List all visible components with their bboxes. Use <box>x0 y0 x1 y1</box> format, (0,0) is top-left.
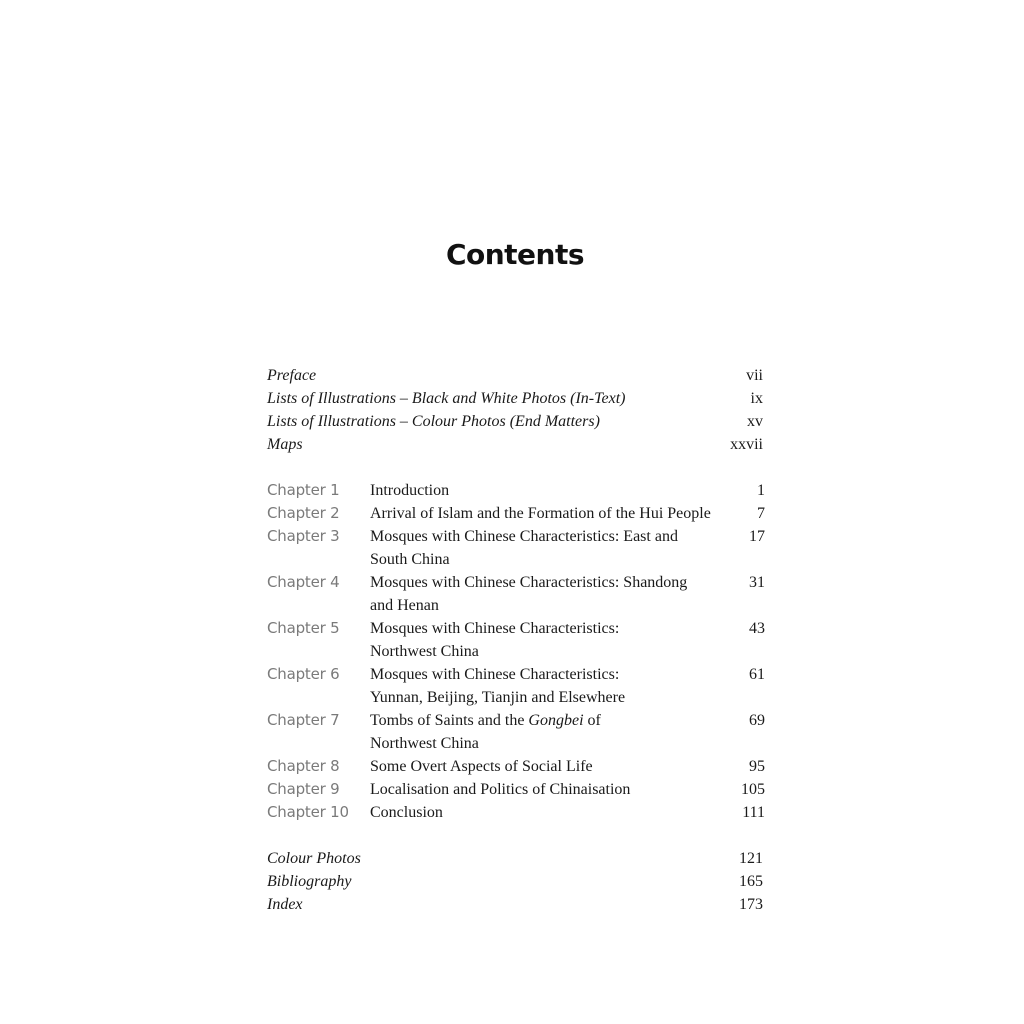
entry-page-number: 7 <box>757 505 765 522</box>
chapter-label: Chapter 5 <box>267 619 340 637</box>
entry-title: Colour Photos <box>267 850 361 867</box>
entry-page-number: xxvii <box>730 436 763 453</box>
chapter-label: Chapter 9 <box>267 780 340 798</box>
entry-page-number: ix <box>750 390 763 407</box>
toc-entry-colour-illustrations[interactable] <box>267 410 763 433</box>
entry-page-number: 17 <box>749 528 765 545</box>
chapter-label: Chapter 8 <box>267 757 340 775</box>
entry-page-number: 173 <box>739 896 763 913</box>
toc-entry-chapter-6[interactable] <box>267 663 763 709</box>
entry-page-number: vii <box>746 367 763 384</box>
table-of-contents <box>267 364 763 916</box>
entry-title: Lists of Illustrations – Black and White Photos (In-Text) <box>267 390 626 407</box>
chapter-label: Chapter 1 <box>267 481 340 499</box>
chapter-title: Introduction <box>370 482 450 499</box>
chapter-title: Mosques with Chinese Characteristics: East and South China <box>370 528 678 568</box>
entry-page-number: 61 <box>749 666 765 683</box>
chapter-title: Localisation and Politics of Chinaisation <box>370 781 631 798</box>
chapter-title: Arrival of Islam and the Formation of the Hui People <box>370 505 711 522</box>
italic-term: Gongbei <box>528 712 584 729</box>
toc-entry-chapter-2[interactable] <box>267 502 763 525</box>
entry-title: Index <box>267 896 303 913</box>
chapter-title: Conclusion <box>370 804 443 821</box>
entry-page-number: 111 <box>742 804 765 821</box>
entry-page-number: 43 <box>749 620 765 637</box>
entry-page-number: 69 <box>749 712 765 729</box>
toc-entry-chapter-5[interactable] <box>267 617 763 663</box>
chapter-label: Chapter 6 <box>267 665 340 683</box>
toc-entry-index[interactable] <box>267 893 763 916</box>
toc-entry-preface[interactable] <box>267 364 763 387</box>
entry-page-number: 165 <box>739 873 763 890</box>
toc-entry-chapter-8[interactable] <box>267 755 763 778</box>
toc-entry-bw-illustrations[interactable] <box>267 387 763 410</box>
entry-title: Maps <box>267 436 303 453</box>
entry-page-number: 121 <box>739 850 763 867</box>
toc-entry-colour-photos[interactable] <box>267 847 763 870</box>
toc-entry-chapter-4[interactable] <box>267 571 763 617</box>
chapter-title: Mosques with Chinese Characteristics: Yunnan, Beijing, Tianjin and Elsewhere <box>370 666 626 706</box>
chapter-label: Chapter 4 <box>267 573 340 591</box>
toc-entry-chapter-7[interactable] <box>267 709 763 755</box>
entry-page-number: 1 <box>757 482 765 499</box>
chapter-label: Chapter 2 <box>267 504 340 522</box>
entry-title: Lists of Illustrations – Colour Photos (End Matters) <box>267 413 600 430</box>
chapter-label: Chapter 7 <box>267 711 340 729</box>
entry-title: Bibliography <box>267 873 352 890</box>
chapter-title: Some Overt Aspects of Social Life <box>370 758 593 775</box>
back-matter-list <box>267 847 763 916</box>
toc-entry-bibliography[interactable] <box>267 870 763 893</box>
entry-page-number: xv <box>747 413 763 430</box>
toc-entry-maps[interactable] <box>267 433 763 456</box>
toc-entry-chapter-9[interactable] <box>267 778 763 801</box>
entry-page-number: 95 <box>749 758 765 775</box>
toc-entry-chapter-1[interactable] <box>267 479 763 502</box>
chapter-list <box>267 479 763 824</box>
entry-title: Preface <box>267 367 317 384</box>
chapter-title: Mosques with Chinese Characteristics: Northwest China <box>370 620 620 660</box>
chapter-label: Chapter 10 <box>267 803 349 821</box>
entry-page-number: 105 <box>741 781 765 798</box>
chapter-title: Mosques with Chinese Characteristics: Shandong and Henan <box>370 574 688 614</box>
page-title: Contents <box>445 238 585 271</box>
toc-entry-chapter-3[interactable] <box>267 525 763 571</box>
chapter-title: Tombs of Saints and the Gongbei of Northwest China <box>370 712 601 752</box>
chapter-label: Chapter 3 <box>267 527 340 545</box>
entry-page-number: 31 <box>749 574 765 591</box>
front-matter-list <box>267 364 763 456</box>
toc-entry-chapter-10[interactable] <box>267 801 763 824</box>
